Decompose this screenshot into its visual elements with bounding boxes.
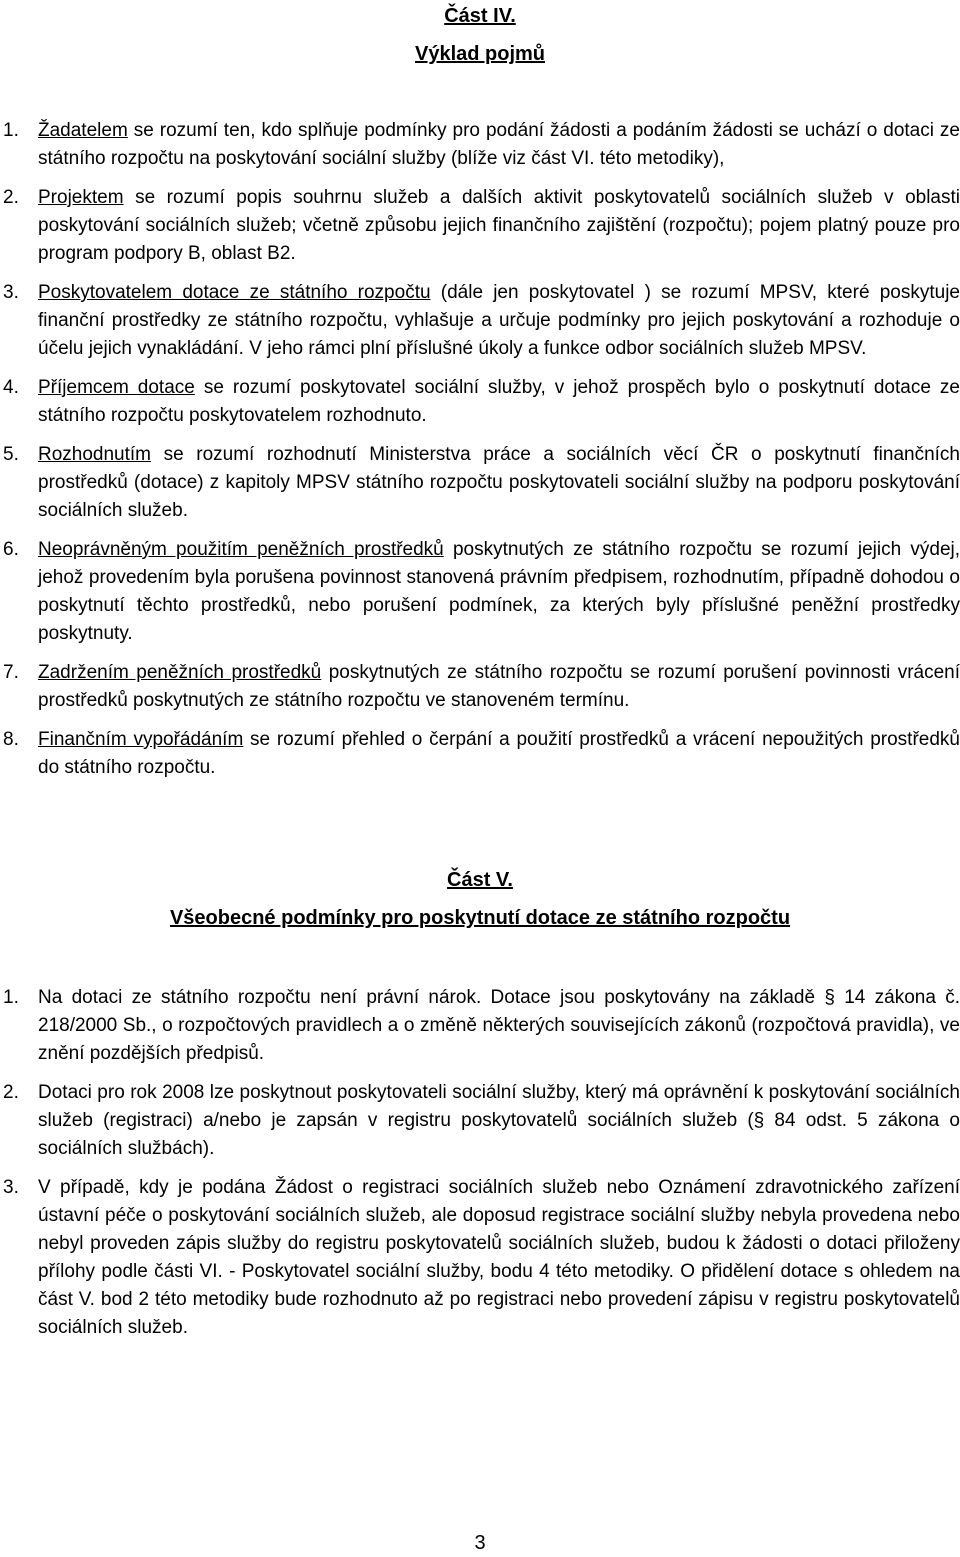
item-number: 4.: [3, 377, 19, 398]
item-number: 2.: [3, 1082, 19, 1103]
part4-heading: Část IV.: [444, 5, 516, 27]
defined-term: Projektem: [38, 187, 124, 208]
defined-term: Neoprávněným použitím peněžních prostředků: [38, 539, 444, 560]
item-number: 2.: [3, 187, 19, 208]
item-text: V případě, kdy je podána Žádost o registraci sociálních služeb nebo Oznámení zdravotnického zařízení ústavní péče o poskytování sociálních služeb, ale doposud registrace sociální služby nebyla provedena nebo nebyl proveden zápis služby do registru poskytovatelů sociálních služeb, budou k žádosti o dotaci přiloženy přílohy podle části VI. - Poskytovatel sociální služby, bodu 4 této metodiky. O přidělení dotace s ohledem na část V. bod 2 této metodiky bude rozhodnuto až po registraci nebo provedení zápisu v registru poskytovatelů sociálních služeb.: [38, 1177, 960, 1338]
list-item: [0, 441, 960, 525]
part5-heading: Část V.: [447, 869, 513, 891]
list-item: [0, 184, 960, 268]
item-text: se rozumí rozhodnutí Ministerstva práce a sociálních věcí ČR o poskytnutí finančních prostředků (dotace) z kapitoly MPSV státního rozpočtu poskytovateli sociální služby na podporu poskytování sociálních služeb.: [38, 444, 960, 521]
defined-term: Poskytovatelem dotace ze státního rozpočtu: [38, 282, 431, 303]
item-number: 6.: [3, 539, 19, 560]
item-number: 5.: [3, 444, 19, 465]
item-text: Dotaci pro rok 2008 lze poskytnout poskytovateli sociální služby, který má oprávnění k poskytování sociálních služeb (registraci) a/nebo je zapsán v registru poskytovatelů sociálních služeb (§ 84 odst. 5 zákona o sociálních službách).: [38, 1082, 960, 1159]
item-text: se rozumí ten, kdo splňuje podmínky pro podání žádosti a podáním žádosti se uchází o dotaci ze státního rozpočtu na poskytování sociální služby (blíže viz část VI. této metodiky),: [38, 120, 960, 169]
list-item: [0, 659, 960, 715]
item-text: Na dotaci ze státního rozpočtu není právní nárok. Dotace jsou poskytovány na základě § 14 zákona č. 218/2000 Sb., o rozpočtových pravidlech a o změně některých souvisejících zákonů (rozpočtová pravidla), ve znění pozdějších předpisů.: [38, 987, 960, 1064]
list-item: [0, 117, 960, 173]
part4-definition-list: [0, 117, 960, 793]
part4-subheading: Výklad pojmů: [414, 43, 546, 65]
item-text: se rozumí poskytovatel sociální služby, v jehož prospěch bylo o poskytnutí dotace ze státního rozpočtu poskytovatelem rozhodnuto.: [38, 377, 960, 426]
item-text: poskytnutých ze státního rozpočtu se rozumí jejich výdej, jehož provedením byla porušena povinnost stanovená právním předpisem, rozhodnutím, případně dohodou o poskytnutí těchto prostředků, nebo porušení podmínek, za kterých byly příslušné peněžní prostředky poskytnuty.: [38, 539, 960, 644]
list-item: [0, 1174, 960, 1342]
part5-subheading: Všeobecné podmínky pro poskytnutí dotace ze státního rozpočtu: [169, 907, 791, 929]
defined-term: Příjemcem dotace: [38, 377, 195, 398]
defined-term: Finančním vypořádáním: [38, 729, 244, 750]
defined-term: Žadatelem: [38, 120, 128, 141]
list-item: [0, 536, 960, 648]
item-number: 3.: [3, 282, 19, 303]
page-number: 3: [474, 1532, 486, 1554]
item-number: 7.: [3, 662, 19, 683]
list-item: [0, 279, 960, 363]
item-number: 1.: [3, 987, 19, 1008]
item-text: poskytnutých ze státního rozpočtu se rozumí porušení povinnosti vrácení prostředků poskytnutých ze státního rozpočtu ve stanoveném termínu.: [38, 662, 960, 711]
list-item: [0, 1079, 960, 1163]
defined-term: Zadržením peněžních prostředků: [38, 662, 322, 683]
item-text: se rozumí přehled o čerpání a použití prostředků a vrácení nepoužitých prostředků do státního rozpočtu.: [38, 729, 960, 778]
list-item: [0, 984, 960, 1068]
item-number: 3.: [3, 1177, 19, 1198]
defined-term: Rozhodnutím: [38, 444, 152, 465]
list-item: [0, 726, 960, 782]
item-text: se rozumí popis souhrnu služeb a dalších aktivit poskytovatelů sociálních služeb v oblasti poskytování sociálních služeb; včetně způsobu jejich finančního zajištění (rozpočtu); pojem platný pouze pro program podpory B, oblast B2.: [38, 187, 960, 264]
item-text: (dále jen poskytovatel ) se rozumí MPSV, které poskytuje finanční prostředky ze státního rozpočtu, vyhlašuje a určuje podmínky pro jejich poskytování a rozhoduje o účelu jejich vynakládání. V jeho rámci plní příslušné úkoly a funkce odbor sociálních služeb MPSV.: [38, 282, 960, 359]
part5-conditions-list: [0, 984, 960, 1353]
item-number: 1.: [3, 120, 19, 141]
list-item: [0, 374, 960, 430]
item-number: 8.: [3, 729, 19, 750]
